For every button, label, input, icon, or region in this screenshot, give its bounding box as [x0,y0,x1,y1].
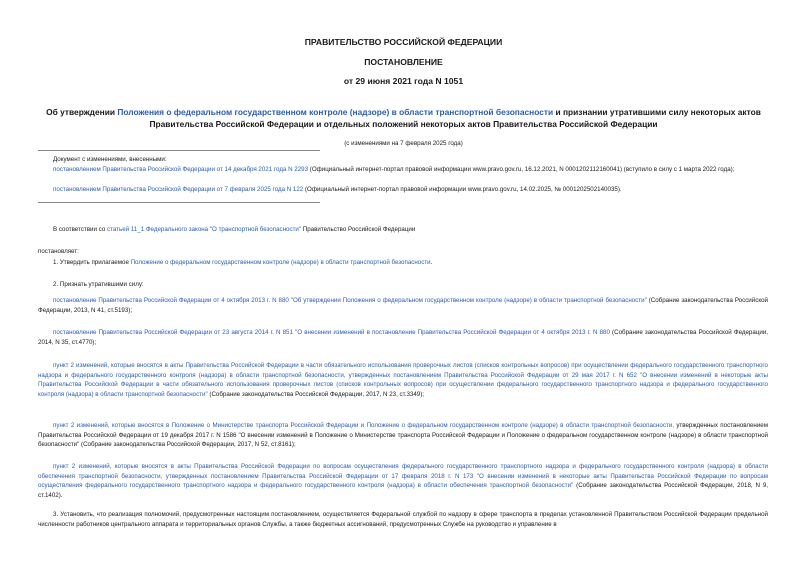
basis-law-link[interactable]: статьей 11_1 Федерального закона "О транспортной безопасности" [106,226,302,233]
repealed-act-2-link[interactable]: постановление Правительства Российской Федерации от 23 августа 2014 г. N 851 "О внесении изменений в постановление Правительства Российской Федерации от 4 октября 2013 г. N 880 [53,329,610,336]
amendments-bottom-divider [38,202,320,203]
repealed-act-3-link[interactable]: пункт 2 изменений, которые вносятся в акты Правительства Российской Федерации в части обязательного использования проверочных листов (списков контрольных вопросов) при осуществлении федерального государственного транспортного надзора и федерального государственного контроля (надзора) в области транспортной безопасности, утвержденных постановлением Правительства Российской Федерации от 29 мая 2017 г. N 652 "О внесении изменений в некоторые акты Правительства Российской Федерации в части обязательного использования проверочных листов (списков контрольных вопросов) при осуществлении федерального государственного транспортного надзора и федерального государственного контроля (надзора) в области транспортной безопасности" [38,362,768,398]
amendment-2-link[interactable]: постановлением Правительства Российской Федерации от 7 февраля 2025 года N 122 [53,186,304,193]
repealed-act-5-link[interactable]: пункт 2 изменений, которые вносятся в акты Правительства Российской Федерации по вопросам осуществления федерального государственного транспортного надзора и федерального государственного контроля (надзора) в области обеспечения транспортной безопасности, утвержденных постановлением Правительства Российской Федерации от 17 февраля 2018 г. N 173 "О внесении изменений в некоторые акты Правительства Российской Федерации по вопросам осуществления федерального государственного транспортного надзора и федерального государственного контроля (надзора) в области обеспечения транспортной безопасности" [38,463,768,490]
title-suffix: и признании утратившими силу некоторых актов Правительства Российской Федерации и отдельных положений некоторых актов Правительства Российской Федерации [149,107,761,129]
title-prefix: Об утверждении [46,107,118,117]
repealed-act-2 [38,328,768,347]
government-heading: ПРАВИТЕЛЬСТВО РОССИЙСКОЙ ФЕДЕРАЦИИ [304,37,503,47]
item-3-paragraph [38,510,768,529]
repealed-act-5 [38,462,768,500]
amendment-1 [53,165,773,175]
repealed-act-4 [38,421,768,450]
amendment-1-text: (Официальный интернет-портал правовой информации www.pravo.gov.ru, 16.12.2021, N 0001202112160041) (вступило в силу с 1 марта 2022 года); [308,166,735,173]
item-3-text: 3. Установить, что реализация полномочий, предусмотренных настоящим постановлением, осуществляется Федеральной службой по надзору в сфере транспорта в пределах установленной Правительством Российской Федерации предельной численности работников центрального аппарата и территориальных органов Службы, а также бюджетных ассигнований, предусмотренных Службе на руководство и управление в [38,511,768,528]
amendment-2-text: (Официальный интернет-портал правовой информации www.pravo.gov.ru, 14.02.2025, № 0001202502140035). [303,186,622,193]
repealed-act-4-text: утвержденных постановлением Правительства Российской Федерации от 19 декабря 2017 г. N 1586 "О внесении изменений в Положение о Министерстве транспорта Российской Федерации и Положение о федеральном государственном контроле (надзоре) в области транспортной безопасности" (Собрание законодательства Российской Федерации, 2017, N 52, ст.8161); [38,422,768,449]
document-title [30,106,777,130]
item-2-paragraph: 2. Признать утратившими силу: [53,281,144,288]
basis-suffix: Правительство Российской Федерации [301,226,416,233]
repealed-act-2-text: (Собрание законодательства Российской Федерации, 2014, N 35, ст.4770); [38,329,768,346]
resolves-label: постановляет: [38,248,79,255]
changes-date-note: (с изменениями на 7 февраля 2025 года) [344,140,463,147]
repealed-act-1-link[interactable]: постановление Правительства Российской Федерации от 4 октября 2013 г. N 880 "Об утверждении Положения о федеральном государственном контроле (надзоре) в области транспортной безопасности" [53,297,647,304]
repealed-act-3 [38,361,768,399]
repealed-act-4-link[interactable]: пункт 2 изменений, которые вносятся в Положение о Министерстве транспорта Российской Федерации и Положение о федеральном государственном контроле (надзоре) в области транспортной безопасности, [53,422,674,429]
amendment-2 [53,185,773,195]
basis-prefix: В соответствии со [53,226,107,233]
item-1-regulation-link[interactable]: Положение о федеральном государственном контроле (надзоре) в области транспортной безопасности [130,259,431,266]
amendments-intro: Документ с изменениями, внесенными: [53,156,167,163]
item-1-paragraph [53,258,773,268]
amendments-top-divider [38,150,320,151]
item-1-suffix: . [430,259,433,266]
repealed-act-5-text: (Собрание законодательства Российской Федерации, 2018, N 9, ст.1402). [38,482,768,499]
title-regulation-link[interactable]: Положения о федеральном государственном контроле (надзоре) в области транспортной безопасности [117,107,554,117]
amendment-1-link[interactable]: постановлением Правительства Российской Федерации от 14 декабря 2021 года N 2293 [53,166,309,173]
document-date-number: от 29 июня 2021 года N 1051 [343,76,464,86]
document-type-heading: ПОСТАНОВЛЕНИЕ [364,57,443,67]
legal-basis-paragraph [53,225,773,235]
repealed-act-3-text: (Собрание законодательства Российской Федерации, 2017, N 23, ст.3349); [207,390,425,398]
repealed-act-1-text: (Собрание законодательства Российской Федерации, 2013, N 41, ст.5193); [38,297,768,314]
repealed-act-1 [38,296,768,315]
item-1-prefix: 1. Утвердить прилагаемое [53,259,131,266]
